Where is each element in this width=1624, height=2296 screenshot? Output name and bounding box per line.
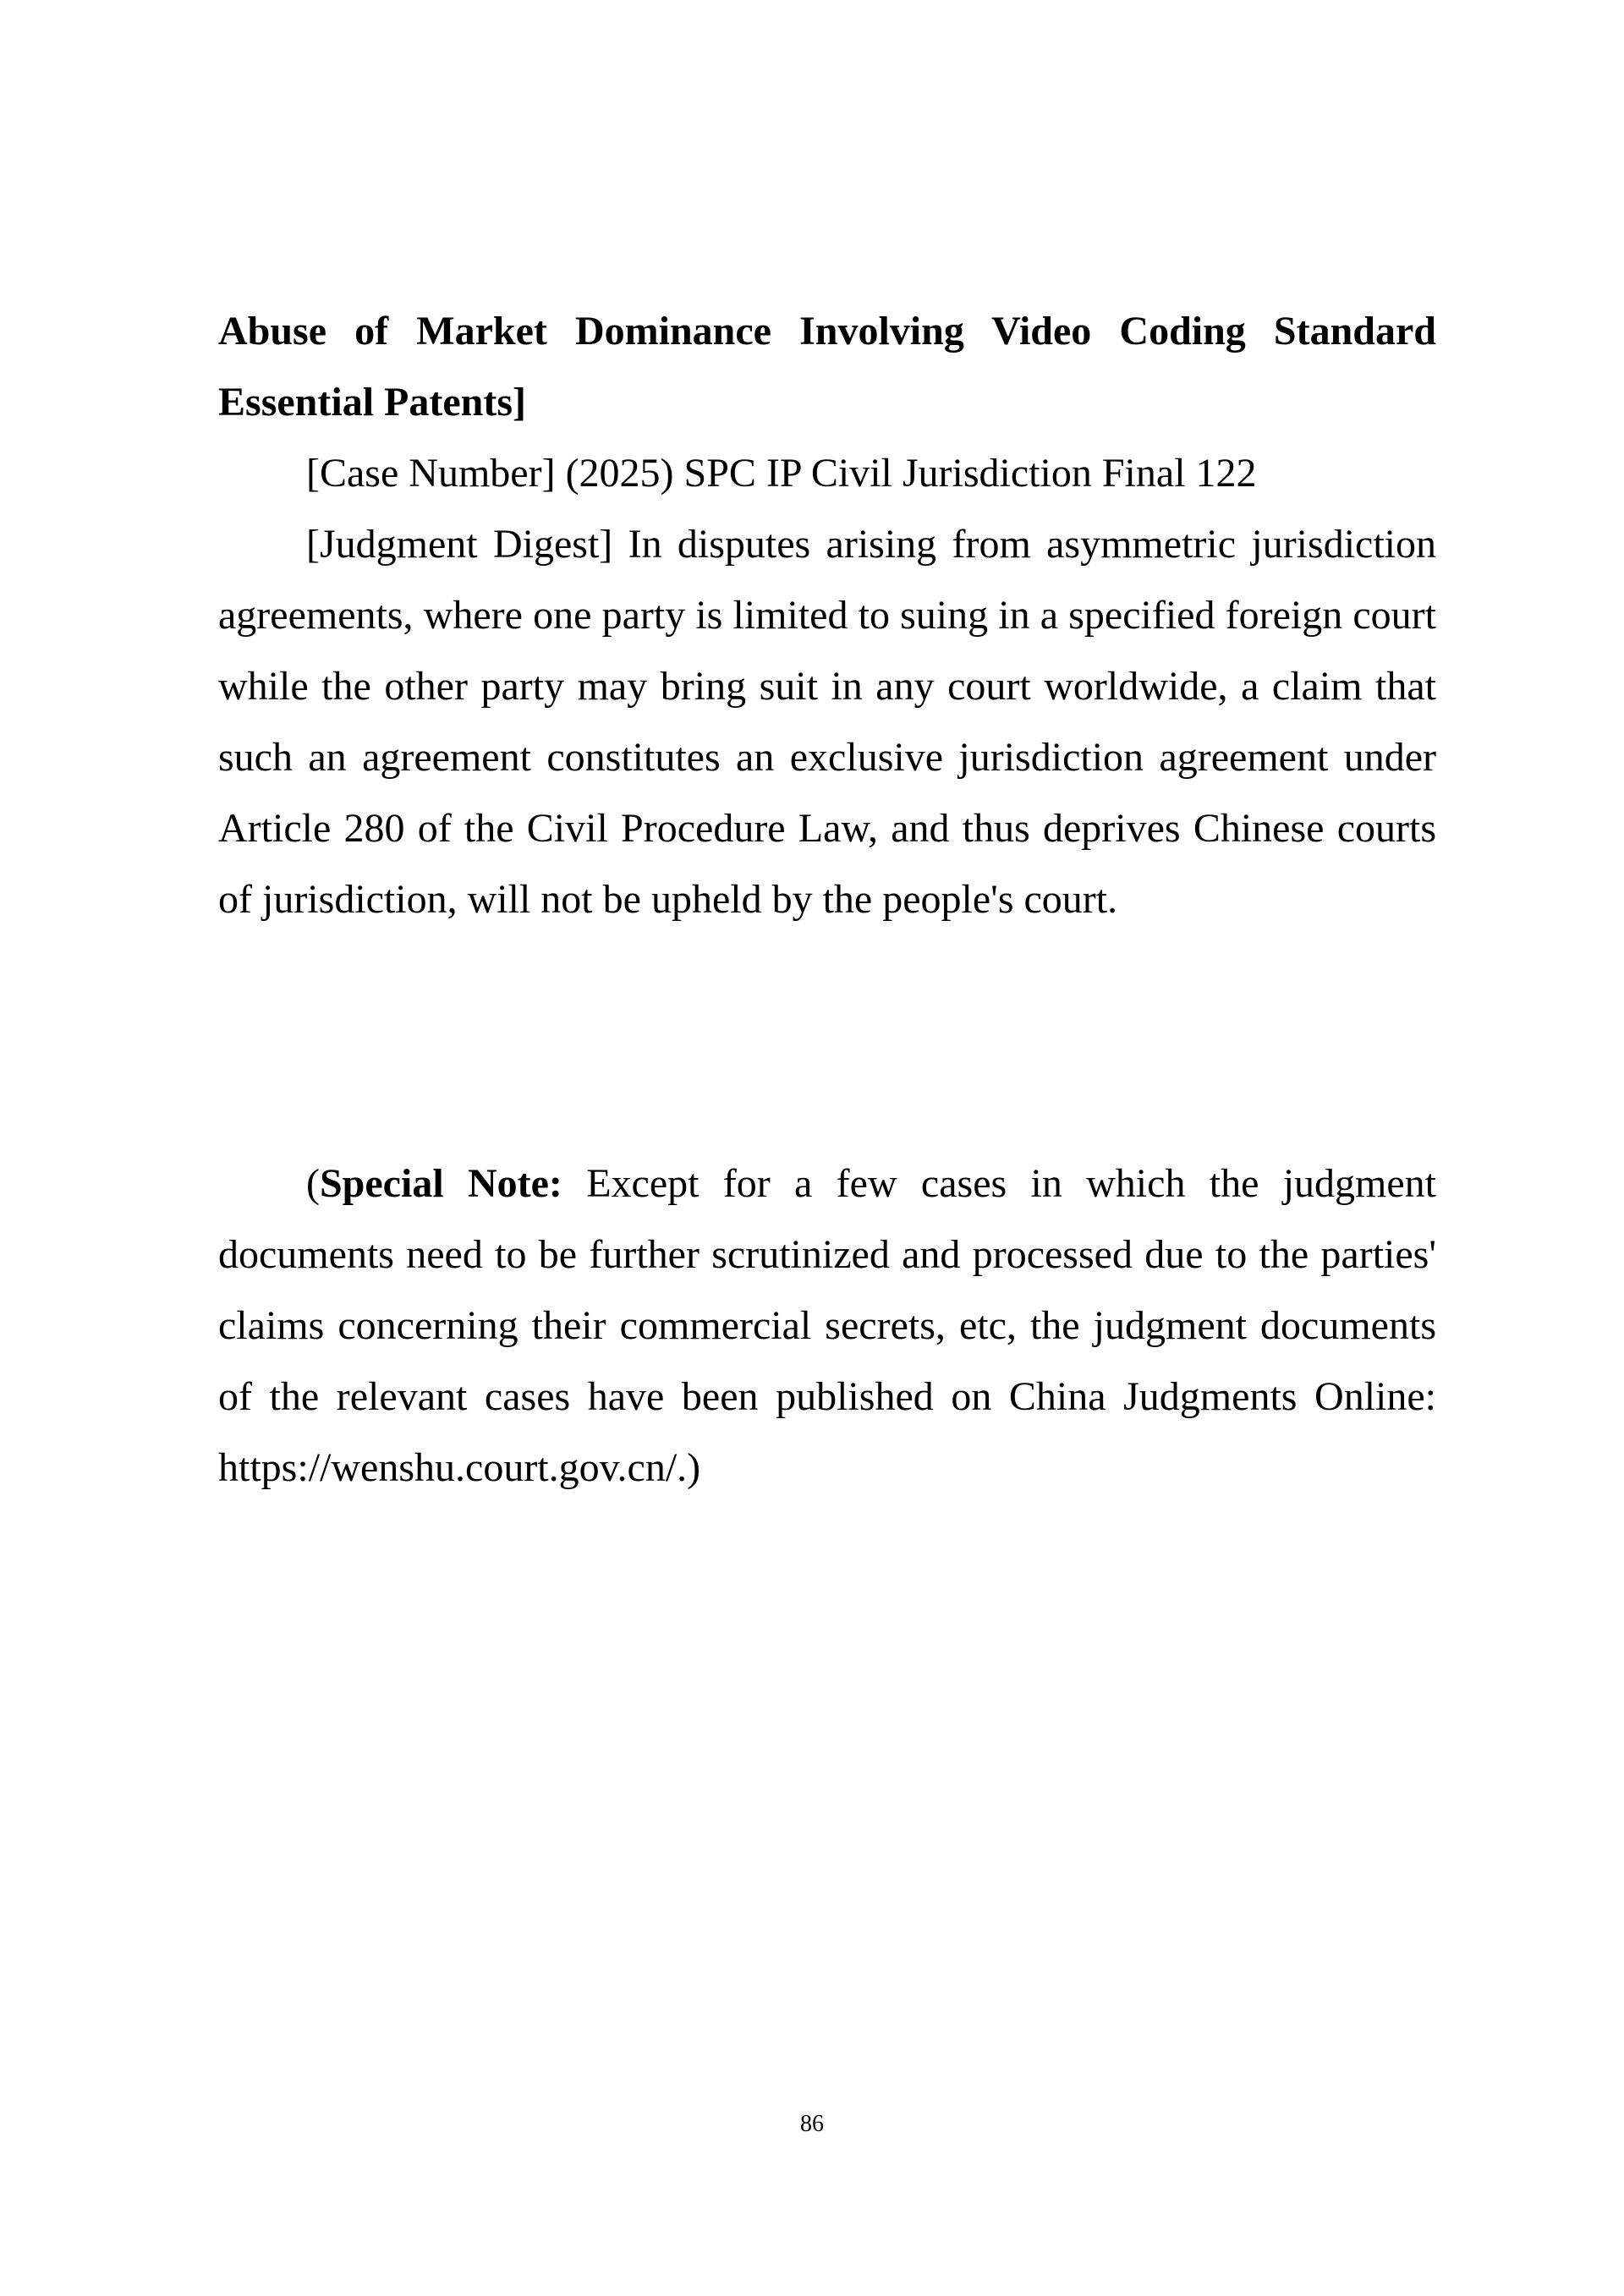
case-number: [Case Number] (2025) SPC IP Civil Jurisdiction Final 122 xyxy=(306,451,1257,496)
case-heading: Abuse of Market Dominance Involving Video Coding Standard Essential Patents] xyxy=(218,309,1436,425)
special-note xyxy=(218,1148,1436,1504)
special-note-open-paren: ( xyxy=(306,1161,320,1206)
special-note-label: Special Note: xyxy=(319,1161,562,1206)
page-content xyxy=(218,296,1436,1504)
page-number: 86 xyxy=(800,2111,824,2137)
judgment-digest: [Judgment Digest] In disputes arising from asymmetric jurisdiction agreements, where one party is limited to suing in a specified foreign court while the other party may bring suit in any court worldwide, a claim that such an agreement constitutes an exclusive jurisdiction agreement under Article 280 of the Civil Procedure Law, and thus deprives Chinese courts of jurisdiction, will not be upheld by the people's court. xyxy=(218,522,1436,922)
special-note-text: Except for a few cases in which the judgment documents need to be further scrutinized and processed due to the parties' claims concerning their commercial secrets, etc, the judgment documents of the relevant cases have been published on China Judgments Online: https://wenshu.court.gov.cn/.) xyxy=(218,1161,1437,1490)
